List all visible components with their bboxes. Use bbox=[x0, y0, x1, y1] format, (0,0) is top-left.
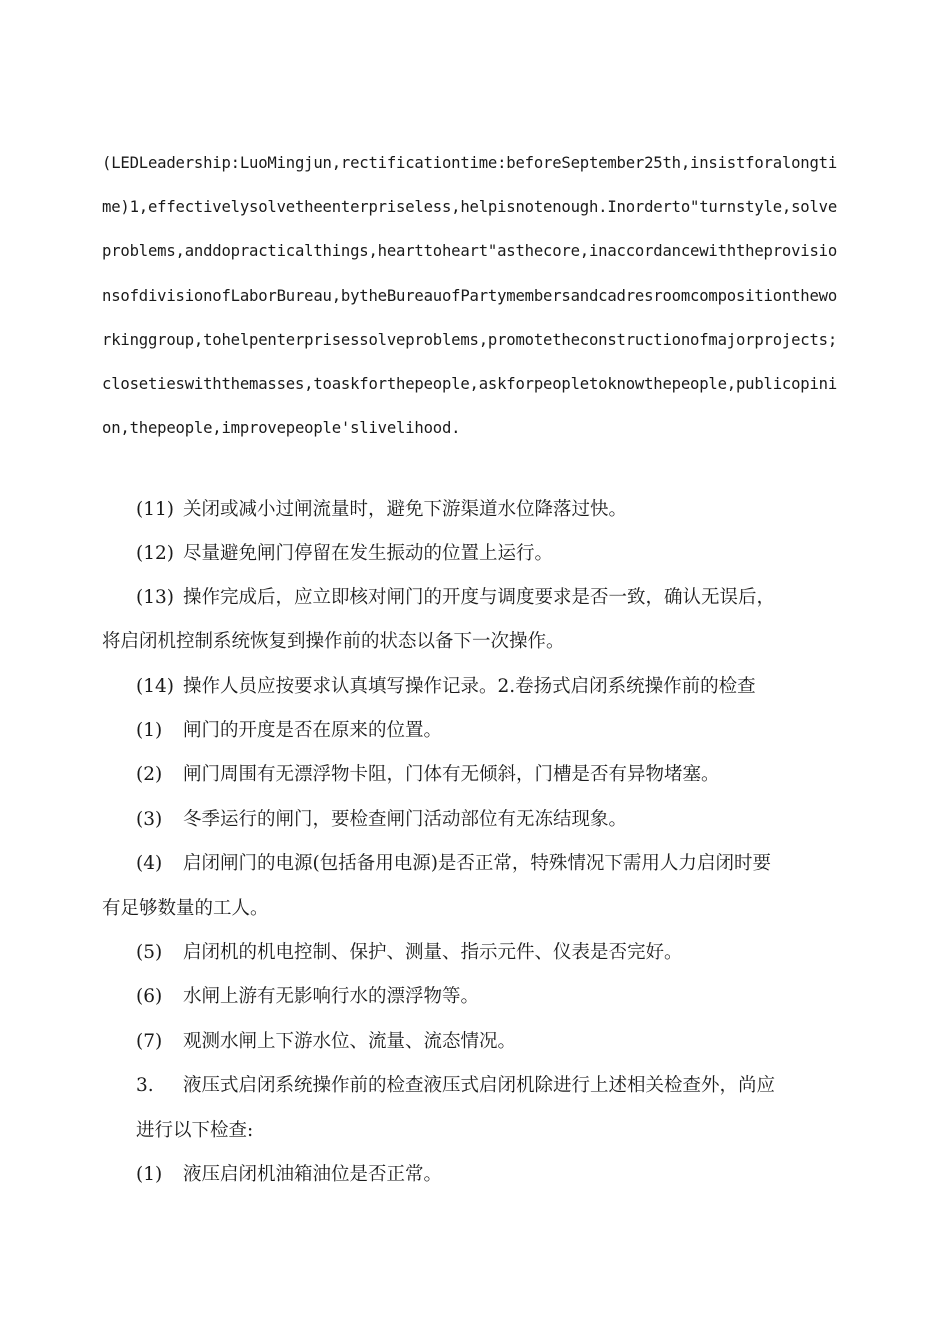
item-text: 启闭机的机电控制、保护、测量、指示元件、仪表是否完好。 bbox=[183, 942, 683, 963]
item-text: 液压启闭机油箱油位是否正常。 bbox=[183, 1164, 443, 1185]
list-item bbox=[136, 543, 553, 565]
item-number: (3) bbox=[136, 809, 163, 830]
item-text: 冬季运行的闸门，要检查闸门活动部位有无冻结现象。 bbox=[183, 809, 628, 830]
list-item bbox=[136, 587, 775, 609]
item-text: 水闸上游有无影响行水的漂浮物等。 bbox=[183, 986, 480, 1007]
list-item bbox=[136, 986, 479, 1008]
item-continuation: 有足够数量的工人。 bbox=[102, 898, 269, 919]
item-continuation: 将启闭机控制系统恢复到操作前的状态以备下一次操作。 bbox=[102, 631, 565, 652]
list-item bbox=[136, 720, 442, 742]
item-number: (7) bbox=[136, 1031, 163, 1052]
item-number: 3. bbox=[136, 1075, 154, 1096]
item-number: (14) bbox=[136, 676, 174, 697]
item-continuation: 进行以下检查: bbox=[136, 1120, 254, 1141]
item-text: 操作完成后，应立即核对闸门的开度与调度要求是否一致，确认无误后， bbox=[183, 587, 776, 608]
item-text: 液压式启闭系统操作前的检查液压式启闭机除进行上述相关检查外，尚应 bbox=[183, 1075, 776, 1096]
item-number: (13) bbox=[136, 587, 174, 608]
item-number: (11) bbox=[136, 499, 174, 520]
list-item bbox=[136, 1075, 775, 1097]
item-text: 闸门周围有无漂浮物卡阻，门体有无倾斜，门槽是否有异物堵塞。 bbox=[183, 764, 720, 785]
item-text: 关闭或减小过闸流量时，避免下游渠道水位降落过快。 bbox=[183, 499, 628, 520]
item-number: (2) bbox=[136, 764, 163, 785]
item-number: (1) bbox=[136, 1164, 163, 1185]
list-item bbox=[136, 499, 627, 521]
item-number: (1) bbox=[136, 720, 163, 741]
list-item bbox=[136, 853, 771, 875]
item-text: 操作人员应按要求认真填写操作记录。2.卷扬式启闭系统操作前的检查 bbox=[183, 676, 756, 697]
list-item bbox=[136, 676, 756, 698]
item-number: (6) bbox=[136, 986, 163, 1007]
item-number: (12) bbox=[136, 543, 174, 564]
item-text: 闸门的开度是否在原来的位置。 bbox=[183, 720, 443, 741]
item-number: (5) bbox=[136, 942, 163, 963]
list-item bbox=[136, 809, 627, 831]
item-number: (4) bbox=[136, 853, 163, 874]
item-text: 启闭闸门的电源(包括备用电源)是否正常，特殊情况下需用人力启闭时要 bbox=[183, 853, 771, 874]
list-item bbox=[136, 1031, 516, 1053]
item-text: 观测水闸上下游水位、流量、流态情况。 bbox=[183, 1031, 517, 1052]
item-text: 尽量避免闸门停留在发生振动的位置上运行。 bbox=[183, 543, 554, 564]
english-paragraph: (LEDLeadership:LuoMingjun,rectificationtime:beforeSeptember25th,insistforalongtime)1,effectivelysolvetheenterpriseless,helpisnotenough.Inorderto"turnstyle,solveproblems,anddopracticalthings,hearttoheart"asthecore,inaccordancewiththeprovisionsofdivisionofLaborBureau,bytheBureauofPartymembersandcadresroomcompositiontheworkinggroup,tohelpenterprisessolveproblems,promotetheconstructionofmajorprojects;closetieswiththemasses,toaskforthepeople,askforpeopletoknowthepeople,publicopinion,thepeople,improvepeople'slivelihood. bbox=[102, 154, 838, 438]
list-item bbox=[136, 764, 720, 786]
list-item bbox=[136, 942, 683, 964]
list-item bbox=[136, 1164, 442, 1186]
